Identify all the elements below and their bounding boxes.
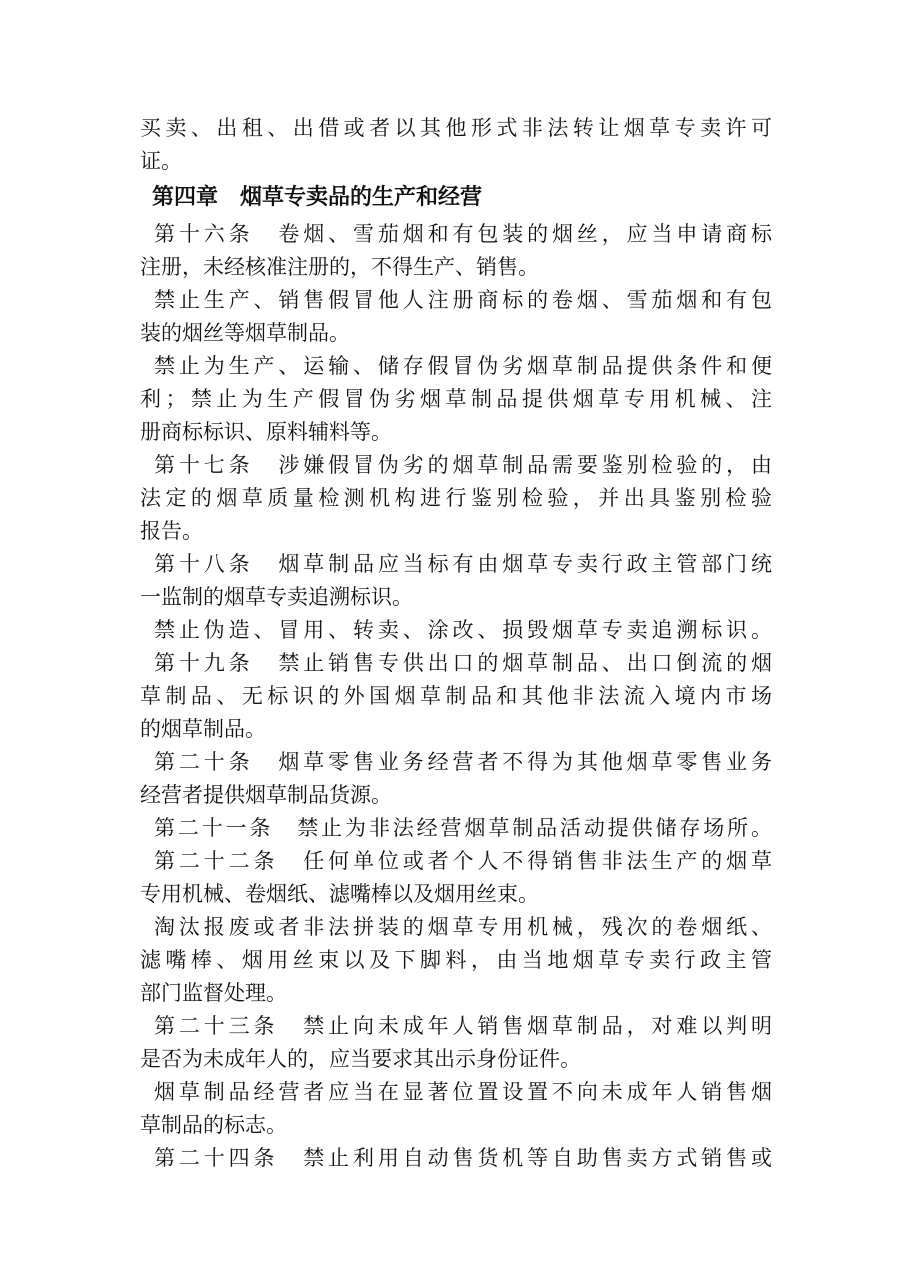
text-line: 注册，未经核准注册的，不得生产、销售。 [140,255,539,279]
chapter-heading: 第四章 烟草专卖品的生产和经营 [152,185,483,210]
paragraph-line: 禁止为生产、运输、储存假冒伪劣烟草制品提供条件和便 [154,354,772,378]
text-line: 报告。 [140,519,203,543]
article-17-line: 第十七条 涉嫌假冒伪劣的烟草制品需要鉴别检验的，由 [154,453,772,477]
text-line: 的烟草制品。 [140,717,266,741]
text-line: 部门监督处理。 [140,981,287,1005]
text-line: 经营者提供烟草制品货源。 [140,783,392,807]
article-20-line: 第二十条 烟草零售业务经营者不得为其他烟草零售业务 [154,750,772,774]
document-body [140,112,772,1175]
text-line: 册商标标识、原料辅料等。 [140,420,392,444]
paragraph-line: 淘汰报废或者非法拼装的烟草专用机械，残次的卷烟纸、 [154,915,772,939]
article-19-line: 第十九条 禁止销售专供出口的烟草制品、出口倒流的烟 [154,651,772,675]
text-line: 是否为未成年人的，应当要求其出示身份证件。 [140,1047,581,1071]
paragraph-line: 烟草制品经营者应当在显著位置设置不向未成年人销售烟 [154,1080,772,1104]
article-24-line: 第二十四条 禁止利用自动售货机等自助售卖方式销售或 [154,1146,772,1170]
text-line: 草制品的标志。 [140,1113,287,1137]
text-line: 专用机械、卷烟纸、滤嘴棒以及烟用丝束。 [140,882,539,906]
paragraph-line: 禁止伪造、冒用、转卖、涂改、损毁烟草专卖追溯标识。 [154,618,772,642]
text-line: 买卖、出租、出借或者以其他形式非法转让烟草专卖许可 [140,116,772,140]
text-line: 利；禁止为生产假冒伪劣烟草制品提供烟草专用机械、注 [140,387,772,411]
article-21-line: 第二十一条 禁止为非法经营烟草制品活动提供储存场所。 [154,816,772,840]
text-line: 草制品、无标识的外国烟草制品和其他非法流入境内市场 [140,684,772,708]
text-line: 装的烟丝等烟草制品。 [140,321,350,345]
article-18-line: 第十八条 烟草制品应当标有由烟草专卖行政主管部门统 [154,552,772,576]
text-line: 滤嘴棒、烟用丝束以及下脚料，由当地烟草专卖行政主管 [140,948,772,972]
text-line: 证。 [140,149,182,173]
text-line: 法定的烟草质量检测机构进行鉴别检验，并出具鉴别检验 [140,486,772,510]
paragraph-line: 禁止生产、销售假冒他人注册商标的卷烟、雪茄烟和有包 [154,288,772,312]
article-22-line: 第二十二条 任何单位或者个人不得销售非法生产的烟草 [154,849,772,873]
article-16-line: 第十六条 卷烟、雪茄烟和有包装的烟丝，应当申请商标 [154,222,772,246]
text-line: 一监制的烟草专卖追溯标识。 [140,585,413,609]
article-23-line: 第二十三条 禁止向未成年人销售烟草制品，对难以判明 [154,1014,772,1038]
